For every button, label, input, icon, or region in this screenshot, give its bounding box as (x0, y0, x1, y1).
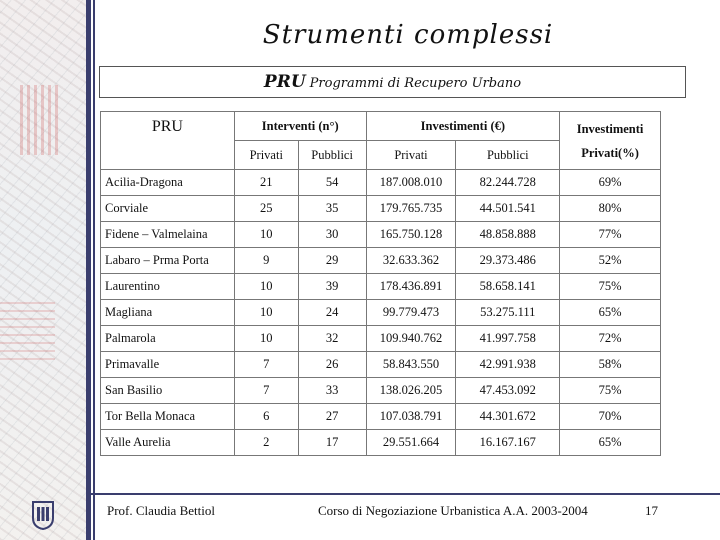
vertical-divider-thin (93, 0, 95, 540)
table-row (101, 404, 661, 430)
table-row (101, 274, 661, 300)
cell-interventi-privati: 21 (234, 170, 298, 196)
cell-interventi-privati: 7 (234, 352, 298, 378)
cell-name: Valle Aurelia (101, 430, 235, 456)
cell-percent-privati: 80% (560, 196, 661, 222)
cell-investimenti-privati: 179.765.735 (366, 196, 456, 222)
cell-interventi-pubblici: 29 (298, 248, 366, 274)
cell-interventi-pubblici: 27 (298, 404, 366, 430)
pru-table (100, 111, 661, 456)
cell-investimenti-pubblici: 47.453.092 (456, 378, 560, 404)
cell-investimenti-privati: 107.038.791 (366, 404, 456, 430)
cell-interventi-privati: 10 (234, 326, 298, 352)
cell-percent-privati: 75% (560, 378, 661, 404)
cell-percent-privati: 65% (560, 300, 661, 326)
cell-name: Corviale (101, 196, 235, 222)
cell-interventi-pubblici: 24 (298, 300, 366, 326)
subtitle-box (99, 66, 686, 98)
cell-interventi-pubblici: 30 (298, 222, 366, 248)
cell-name: Labaro – Prma Porta (101, 248, 235, 274)
slide-title: Strumenti complessi (262, 20, 554, 50)
cell-percent-privati: 65% (560, 430, 661, 456)
cell-investimenti-privati: 109.940.762 (366, 326, 456, 352)
table-row (101, 248, 661, 274)
table-row (101, 326, 661, 352)
cell-interventi-privati: 2 (234, 430, 298, 456)
cell-investimenti-privati: 138.026.205 (366, 378, 456, 404)
table-row (101, 352, 661, 378)
header-investimenti: Investimenti (€) (366, 112, 560, 141)
cell-percent-privati: 75% (560, 274, 661, 300)
cell-investimenti-privati: 178.436.891 (366, 274, 456, 300)
cell-percent-privati: 70% (560, 404, 661, 430)
cell-investimenti-privati: 187.008.010 (366, 170, 456, 196)
cell-percent-privati: 69% (560, 170, 661, 196)
cell-name: Palmarola (101, 326, 235, 352)
cell-interventi-pubblici: 17 (298, 430, 366, 456)
cell-investimenti-pubblici: 48.858.888 (456, 222, 560, 248)
cell-percent-privati: 58% (560, 352, 661, 378)
footer-author: Prof. Claudia Bettiol (107, 503, 215, 518)
table-row (101, 378, 661, 404)
cell-investimenti-pubblici: 44.301.672 (456, 404, 560, 430)
cell-investimenti-privati: 32.633.362 (366, 248, 456, 274)
header-pubblici-eur: Pubblici (456, 141, 560, 170)
subtitle-abbr: PRU (263, 72, 306, 92)
cell-name: Magliana (101, 300, 235, 326)
cell-name: Fidene – Valmelaina (101, 222, 235, 248)
cell-investimenti-pubblici: 29.373.486 (456, 248, 560, 274)
cell-investimenti-pubblici: 44.501.541 (456, 196, 560, 222)
cell-interventi-privati: 9 (234, 248, 298, 274)
table-row (101, 222, 661, 248)
cell-interventi-pubblici: 35 (298, 196, 366, 222)
page-number: 17 (645, 503, 658, 518)
header-interventi: Interventi (n°) (234, 112, 366, 141)
cell-name: Laurentino (101, 274, 235, 300)
cell-percent-privati: 77% (560, 222, 661, 248)
cell-investimenti-pubblici: 58.658.141 (456, 274, 560, 300)
cell-percent-privati: 72% (560, 326, 661, 352)
cell-investimenti-pubblici: 16.167.167 (456, 430, 560, 456)
city-map-decoration (0, 0, 90, 540)
footer-divider (88, 493, 720, 495)
cell-name: Tor Bella Monaca (101, 404, 235, 430)
cell-interventi-privati: 10 (234, 274, 298, 300)
cell-investimenti-privati: 99.779.473 (366, 300, 456, 326)
header-investimenti-privati: Investimenti Privati(%) (560, 112, 661, 170)
cell-name: Primavalle (101, 352, 235, 378)
table-row (101, 196, 661, 222)
cell-interventi-pubblici: 33 (298, 378, 366, 404)
header-privati: Privati (234, 141, 298, 170)
cell-percent-privati: 52% (560, 248, 661, 274)
vertical-divider (86, 0, 91, 540)
cell-interventi-pubblici: 26 (298, 352, 366, 378)
table-row (101, 300, 661, 326)
subtitle-text: Programmi di Recupero Urbano (309, 76, 522, 91)
cell-interventi-pubblici: 39 (298, 274, 366, 300)
cell-interventi-pubblici: 32 (298, 326, 366, 352)
cell-interventi-pubblici: 54 (298, 170, 366, 196)
cell-interventi-privati: 10 (234, 222, 298, 248)
cell-interventi-privati: 6 (234, 404, 298, 430)
cell-name: San Basilio (101, 378, 235, 404)
cell-investimenti-pubblici: 82.244.728 (456, 170, 560, 196)
cell-interventi-privati: 7 (234, 378, 298, 404)
header-privati-eur: Privati (366, 141, 456, 170)
cell-investimenti-privati: 165.750.128 (366, 222, 456, 248)
cell-investimenti-pubblici: 53.275.111 (456, 300, 560, 326)
university-logo-icon (30, 500, 56, 530)
cell-interventi-privati: 10 (234, 300, 298, 326)
cell-investimenti-privati: 58.843.550 (366, 352, 456, 378)
cell-investimenti-privati: 29.551.664 (366, 430, 456, 456)
table-row (101, 170, 661, 196)
footer-course: Corso di Negoziazione Urbanistica A.A. 2003-2004 (318, 503, 588, 518)
cell-interventi-privati: 25 (234, 196, 298, 222)
cell-investimenti-pubblici: 41.997.758 (456, 326, 560, 352)
table-row (101, 430, 661, 456)
cell-investimenti-pubblici: 42.991.938 (456, 352, 560, 378)
cell-name: Acilia-Dragona (101, 170, 235, 196)
header-pru: PRU (101, 112, 235, 170)
header-pubblici: Pubblici (298, 141, 366, 170)
